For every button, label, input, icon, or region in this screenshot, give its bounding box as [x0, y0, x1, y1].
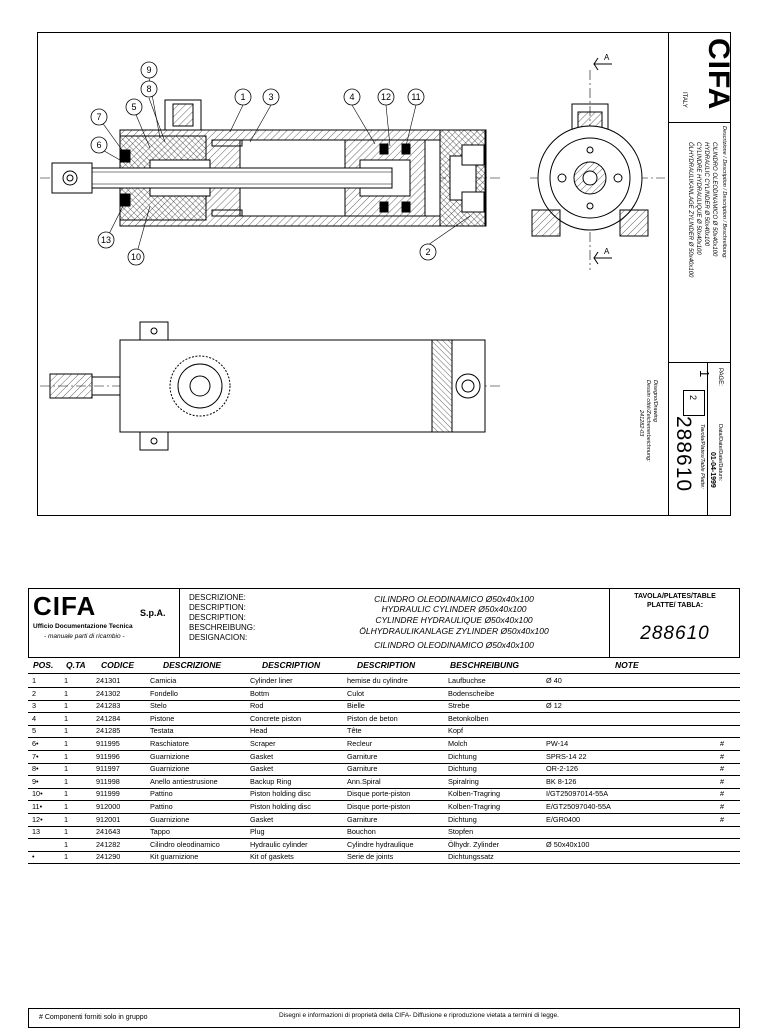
header-logo: CIFA — [33, 591, 97, 621]
cell-qta: 1 — [64, 852, 69, 862]
cell-note: BK 8-126 — [546, 776, 577, 786]
cell-mark: # — [720, 751, 725, 761]
tb-desc-4: ÖLHYDRAULIKANLAGE ZYLINDER Ø 50x40x100 — [687, 142, 693, 278]
side-view — [40, 322, 500, 450]
callout-13 — [98, 232, 114, 248]
cell-en: Piston holding disc — [250, 802, 311, 811]
cell-it: Pistone — [150, 713, 175, 723]
cell-code: 241302 — [96, 688, 121, 698]
cell-code: 241285 — [96, 726, 121, 736]
cell-de: Kopf — [448, 726, 464, 736]
cell-qta: 1 — [64, 776, 69, 786]
desc-en: HYDRAULIC CYLINDER Ø50x40x100 — [381, 604, 527, 614]
table-row — [28, 700, 740, 713]
cell-pos: 2 — [32, 688, 37, 698]
cell-pos: 1 — [32, 676, 37, 685]
description-label: Descrizione / Description / Description / Beschreibung: — [721, 126, 727, 259]
footer-left: # Componenti forniti solo in gruppo — [39, 1014, 148, 1021]
table-row — [28, 801, 740, 814]
cell-code: 241643 — [96, 827, 121, 837]
callout-1 — [235, 89, 251, 105]
table-row — [28, 713, 740, 726]
cell-pos: 3 — [32, 701, 37, 711]
cell-fr: Recleur — [347, 739, 373, 748]
cell-mark: # — [720, 776, 725, 786]
cell-de: Stopfen — [448, 827, 474, 837]
tb-desc-1: CILINDRO OLEODINAMICO Ø 50x40x100 — [711, 142, 717, 257]
col-note: NOTE — [615, 660, 639, 670]
callout-7 — [91, 109, 107, 125]
cell-en: Gasket — [250, 814, 274, 824]
cell-pos: 4 — [32, 713, 37, 723]
callout-11 — [408, 89, 424, 105]
col-description-en: DESCRIPTION — [262, 660, 321, 670]
cell-it: Guarnizione — [150, 814, 190, 824]
plate-label-2: PLATTE/ TABLA: — [646, 602, 704, 609]
cell-qta: 1 — [64, 713, 69, 723]
cell-qta: 1 — [64, 726, 69, 736]
cell-code: 911998 — [96, 776, 120, 786]
svg-text:11: 11 — [411, 92, 421, 102]
header-office-sub: - manuale parti di ricambio - — [44, 633, 125, 640]
cell-en: Head — [250, 726, 268, 736]
cell-it: Kit guarnizione — [150, 852, 199, 862]
svg-text:13: 13 — [100, 235, 112, 245]
parts-header — [28, 588, 740, 658]
cell-qta: 1 — [64, 751, 69, 761]
cell-note: Ø 50x40x100 — [546, 839, 590, 849]
cell-code: 911996 — [96, 751, 120, 761]
svg-text:3: 3 — [268, 92, 274, 102]
plate-number: 288610 — [672, 416, 695, 493]
table-row — [28, 776, 740, 789]
cell-note: E/GR0400 — [546, 814, 581, 824]
callout-5 — [126, 99, 142, 115]
cell-de: Molch — [448, 739, 468, 748]
cell-code: 912000 — [96, 802, 121, 811]
page-stack-icon — [683, 390, 705, 416]
cell-pos: 12• — [32, 814, 43, 824]
cell-it: Guarnizione — [150, 764, 190, 774]
cell-qta: 1 — [64, 739, 69, 748]
cell-pos: 8• — [32, 764, 39, 774]
table-row — [28, 826, 740, 839]
cell-fr: hemise du cylindre — [347, 676, 408, 685]
callout-12 — [378, 89, 394, 105]
cell-code: 241283 — [96, 701, 121, 711]
label-descrizione: DESCRIZIONE: — [189, 593, 246, 602]
cell-it: Testata — [150, 726, 174, 736]
table-row — [28, 788, 740, 801]
callout-10 — [128, 249, 144, 265]
cell-fr: Garniture — [347, 751, 378, 761]
cell-fr: Serie de joints — [347, 852, 394, 862]
cell-it: Tappo — [150, 827, 170, 837]
cell-de: Kolben-Tragring — [448, 789, 501, 799]
date-value: 01-04-1999 — [709, 452, 716, 488]
cell-en: Backup Ring — [250, 776, 292, 786]
cell-en: Piston holding disc — [250, 789, 311, 799]
section-marker-bottom: A — [604, 247, 610, 256]
cell-it: Fondello — [150, 688, 178, 698]
cell-pos: 9• — [32, 776, 39, 786]
cell-en: Gasket — [250, 764, 274, 774]
cell-fr: Disque porte-piston — [347, 789, 411, 799]
svg-text:6: 6 — [96, 140, 102, 150]
page-number-2: 2 — [688, 395, 698, 401]
cell-fr: Cylindre hydraulique — [347, 839, 414, 849]
desc-fr: CYLINDRE HYDRAULIQUE Ø50x40x100 — [375, 615, 533, 625]
cell-de: Dichtung — [448, 814, 477, 824]
table-row — [28, 675, 740, 688]
table-row — [28, 814, 740, 827]
table-row — [28, 688, 740, 701]
drawing-number: 241282-03 — [638, 410, 644, 437]
cell-qta: 1 — [64, 789, 69, 799]
cell-code: 241290 — [96, 852, 121, 862]
cell-it: Pattino — [150, 789, 173, 799]
table-row — [28, 763, 740, 776]
cell-de: Strebe — [448, 701, 470, 711]
callout-8 — [141, 81, 157, 97]
desc-it: CILINDRO OLEODINAMICO Ø50x40x100 — [374, 594, 534, 604]
cell-pos: 7• — [32, 751, 39, 761]
cell-qta: 1 — [64, 688, 69, 698]
cell-code: 912001 — [96, 814, 121, 824]
cell-en: Rod — [250, 701, 264, 711]
cell-fr: Bouchon — [347, 827, 376, 837]
cell-note: Ø 40 — [546, 676, 562, 685]
cell-code: 911997 — [96, 764, 120, 774]
callout-9 — [141, 62, 157, 78]
cell-note: OR-2-126 — [546, 764, 579, 774]
cell-de: Kolben-Tragring — [448, 802, 501, 811]
callout-4 — [344, 89, 360, 105]
section-marker-top: A — [604, 53, 610, 62]
cell-it: Guarnizione — [150, 751, 190, 761]
date-label: Data/Date/Date/Datum: — [717, 424, 723, 482]
cell-it: Stelo — [150, 701, 167, 711]
cell-en: Plug — [250, 827, 265, 837]
cell-it: Anello antiestrusione — [150, 776, 218, 786]
title-block — [668, 32, 735, 516]
table-row — [28, 751, 740, 764]
header-office: Ufficio Documentazione Tecnica — [33, 623, 133, 630]
cell-qta: 1 — [64, 839, 69, 849]
svg-text:9: 9 — [146, 65, 152, 75]
cell-it: Pattino — [150, 802, 173, 811]
cell-code: 241301 — [96, 676, 121, 685]
callout-6 — [91, 137, 107, 153]
label-description-fr: DESCRIPTION: — [189, 613, 246, 622]
cell-fr: Garniture — [347, 764, 378, 774]
cell-qta: 1 — [64, 701, 69, 711]
cell-qta: 1 — [64, 827, 69, 837]
table-row — [28, 725, 740, 738]
label-description-en: DESCRIPTION: — [189, 603, 246, 612]
cell-en: Hydraulic cylinder — [250, 839, 308, 849]
cell-it: Cilindro oleodinamico — [150, 839, 220, 849]
svg-text:5: 5 — [131, 102, 137, 112]
cell-note: I/GT25097014-55A — [546, 789, 609, 799]
callout-3 — [263, 89, 279, 105]
cell-fr: Culot — [347, 688, 365, 698]
cell-qta: 1 — [64, 764, 69, 774]
tb-desc-2: HYDRAULIC CYLINDER Ø 50x40x100 — [703, 142, 709, 247]
cell-note: Ø 12 — [546, 701, 562, 711]
cell-mark: # — [720, 739, 725, 748]
desc-es: CILINDRO OLEODINAMICO Ø50x40x100 — [374, 640, 534, 650]
cell-de: Dichtung — [448, 751, 477, 761]
cell-en: Bottm — [250, 688, 270, 698]
cell-pos: 11• — [32, 802, 43, 811]
label-designacion: DESIGNACION: — [189, 633, 248, 642]
drawing-label: Disegno/Drawing — [652, 380, 658, 422]
country: ITALY — [681, 92, 687, 108]
cell-qta: 1 — [64, 676, 69, 685]
header-company-suffix: S.p.A. — [140, 608, 166, 618]
tb-desc-3: CYLINDRE HYDRAULIQUE Ø 50x40x100 — [695, 142, 701, 255]
cell-en: Kit of gaskets — [250, 852, 294, 862]
svg-text:10: 10 — [130, 252, 142, 262]
col-description-fr: DESCRIPTION — [357, 660, 416, 670]
cell-qta: 1 — [64, 802, 69, 811]
cell-pos: 13 — [32, 827, 41, 837]
cell-it: Raschiatore — [150, 739, 189, 748]
plate-label: Tavola/Plates/Table Platte: — [699, 424, 705, 489]
col-qta: Q.TA — [66, 660, 86, 670]
svg-text:7: 7 — [96, 112, 102, 122]
cell-de: Laufbuchse — [448, 676, 486, 685]
cell-de: Ölhydr. Zylinder — [448, 839, 500, 849]
cell-fr: Tête — [347, 726, 362, 736]
svg-text:1: 1 — [240, 92, 246, 102]
cell-fr: Garniture — [347, 814, 378, 824]
cell-mark: # — [720, 789, 725, 799]
cell-code: 241284 — [96, 713, 121, 723]
section-view — [40, 100, 500, 226]
cell-pos: 5 — [32, 726, 37, 736]
table-row — [28, 851, 740, 864]
cell-fr: Disque porte-piston — [347, 802, 411, 811]
cell-de: Dichtungssatz — [448, 852, 494, 862]
cell-code: 241282 — [96, 839, 121, 849]
plate-label-1: TAVOLA/PLATES/TABLE — [634, 593, 716, 600]
cell-qta: 1 — [64, 814, 69, 824]
svg-text:8: 8 — [146, 84, 152, 94]
cell-pos: • — [32, 852, 35, 862]
cell-en: Cylinder liner — [250, 676, 293, 685]
cell-pos: 10• — [32, 789, 43, 799]
table-row — [28, 738, 740, 751]
cell-pos: 6• — [32, 739, 39, 748]
svg-text:12: 12 — [380, 92, 392, 102]
cell-de: Spiralring — [448, 776, 479, 786]
cell-note: E/GT25097040-55A — [546, 802, 611, 811]
col-codice: CODICE — [101, 660, 135, 670]
svg-text:2: 2 — [425, 247, 431, 257]
cell-note: PW-14 — [546, 739, 569, 748]
cell-fr: Piston de beton — [347, 713, 398, 723]
plate-number-header: 288610 — [640, 623, 710, 644]
cell-mark: # — [720, 802, 725, 811]
cell-en: Gasket — [250, 751, 274, 761]
page-number-1: 1 — [697, 370, 712, 378]
cell-fr: Bielle — [347, 701, 365, 711]
cell-en: Concrete piston — [250, 713, 302, 723]
cell-de: Bodenscheibe — [448, 688, 495, 698]
cell-de: Betonkolben — [448, 713, 489, 723]
cell-mark: # — [720, 764, 725, 774]
brand-logo: CIFA — [702, 38, 735, 111]
cell-mark: # — [720, 814, 725, 824]
cell-fr: Ann.Spiral — [347, 776, 381, 786]
label-beschreibung: BESCHREIBUNG: — [189, 623, 256, 632]
page-label: PAGE: — [717, 368, 723, 386]
col-beschreibung: BESCHREIBUNG — [450, 660, 519, 670]
col-pos: POS. — [33, 660, 54, 670]
cell-it: Camicia — [150, 676, 177, 685]
svg-text:4: 4 — [349, 92, 355, 102]
footer-right: Disegni e informazioni di proprietà della CIFA- Diffusione e riproduzione vietata a termini di legge. — [279, 1012, 559, 1019]
cell-code: 911995 — [96, 739, 120, 748]
table-row — [28, 839, 740, 852]
desc-de: ÖLHYDRAULIKANLAGE ZYLINDER Ø50x40x100 — [359, 626, 549, 636]
col-descrizione: DESCRIZIONE — [163, 660, 222, 670]
cell-en: Scraper — [250, 739, 276, 748]
drawing-sub: Dessin côté/Zeichenerbeichnung: — [645, 380, 651, 462]
callout-2 — [420, 244, 436, 260]
end-view — [530, 58, 665, 270]
cell-code: 911999 — [96, 789, 120, 799]
footer — [28, 1008, 740, 1028]
cell-note: SPRS-14 22 — [546, 751, 587, 761]
cell-de: Dichtung — [448, 764, 477, 774]
